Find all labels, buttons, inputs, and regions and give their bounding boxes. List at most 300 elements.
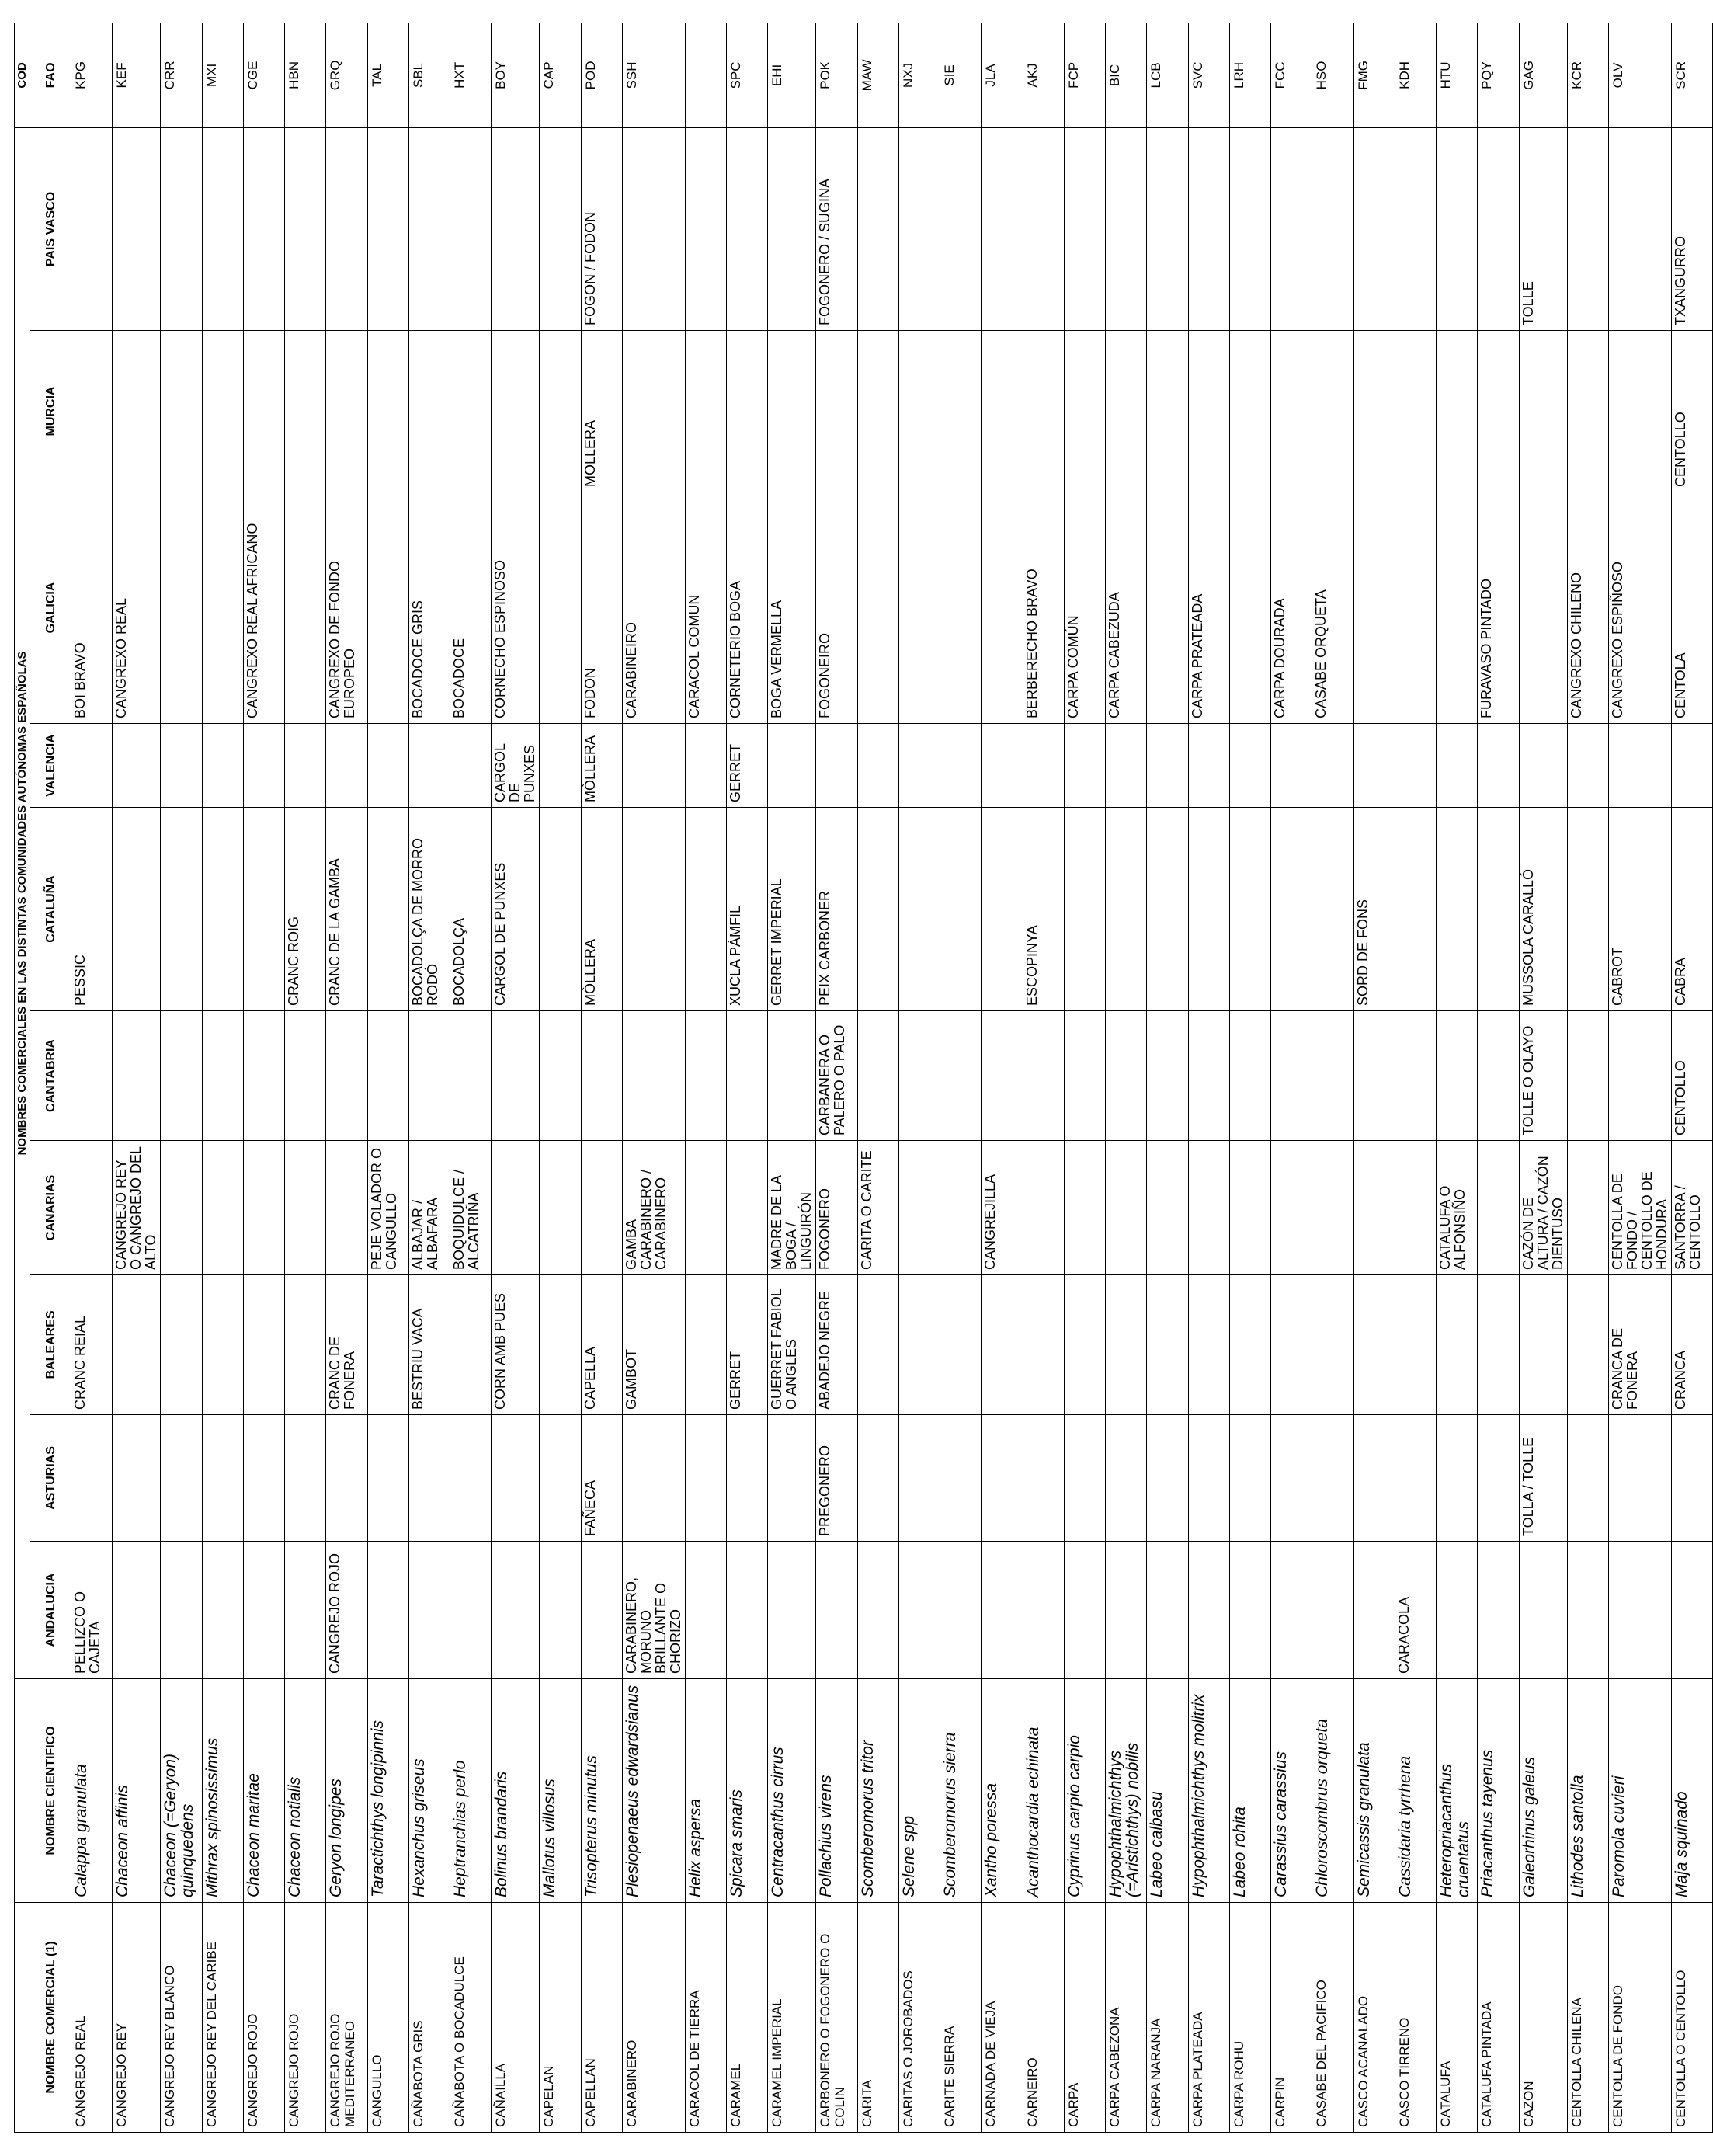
table-cell bbox=[1106, 1415, 1147, 1542]
table-cell bbox=[1147, 724, 1188, 808]
table-cell bbox=[71, 1141, 113, 1275]
table-cell: GERRET IMPERIAL bbox=[768, 808, 816, 1011]
table-cell bbox=[1608, 1011, 1671, 1141]
table-cell bbox=[940, 1415, 982, 1542]
table-cell: Bolinus brandaris bbox=[492, 1679, 540, 1903]
table-cell bbox=[1229, 724, 1270, 808]
table-cell: Labeo rohita bbox=[1229, 1679, 1270, 1903]
table-cell: CABRA bbox=[1671, 808, 1712, 1011]
table-cell bbox=[768, 724, 816, 808]
table-row bbox=[408, 23, 450, 2132]
table-cell bbox=[367, 1542, 408, 1679]
table-cell: Semicassis granulata bbox=[1353, 1679, 1395, 1903]
table-row bbox=[285, 23, 326, 2132]
table-cell bbox=[1106, 331, 1147, 492]
table-cell: SIE bbox=[940, 23, 982, 127]
table-cell: GRQ bbox=[326, 23, 367, 127]
table-cell bbox=[243, 724, 284, 808]
table-cell bbox=[161, 724, 202, 808]
table-row bbox=[1608, 23, 1671, 2132]
table-cell: BOCADOLÇA DE MORRO RODÓ bbox=[408, 808, 450, 1011]
table-cell: MXI bbox=[202, 23, 243, 127]
column-header: MURCIA bbox=[30, 331, 71, 492]
table-cell bbox=[1312, 1275, 1353, 1415]
table-row bbox=[1229, 23, 1270, 2132]
table-cell: KDH bbox=[1395, 23, 1436, 127]
table-cell bbox=[540, 724, 581, 808]
table-cell bbox=[202, 1141, 243, 1275]
table-cell bbox=[285, 1542, 326, 1679]
table-cell bbox=[326, 331, 367, 492]
table-cell: Scomberomorus tritor bbox=[857, 1679, 898, 1903]
table-cell bbox=[898, 1141, 940, 1275]
table-cell bbox=[1106, 1542, 1147, 1679]
table-cell bbox=[1478, 1011, 1519, 1141]
table-cell bbox=[1188, 1542, 1229, 1679]
table-row bbox=[1519, 23, 1567, 2132]
table-cell bbox=[326, 724, 367, 808]
table-cell bbox=[1395, 127, 1436, 330]
table-cell: CARABINERO bbox=[622, 1903, 685, 2133]
table-cell: Heptranchias perlo bbox=[450, 1679, 492, 1903]
table-cell bbox=[492, 1011, 540, 1141]
table-cell: Heteropriacanthus cruentatus bbox=[1437, 1679, 1478, 1903]
table-cell: MÒLLERA bbox=[581, 808, 622, 1011]
table-cell: Cassidaria tyrrhena bbox=[1395, 1679, 1436, 1903]
table-cell bbox=[1106, 808, 1147, 1011]
table-row bbox=[1271, 23, 1312, 2132]
table-cell bbox=[816, 724, 857, 808]
table-cell bbox=[243, 1275, 284, 1415]
table-cell: ABADEJO NEGRE bbox=[816, 1275, 857, 1415]
table-cell: FOGON / FODON bbox=[581, 127, 622, 330]
table-cell bbox=[326, 1415, 367, 1542]
table-cell bbox=[1271, 1141, 1312, 1275]
table-cell bbox=[285, 1275, 326, 1415]
table-cell: CENTOLLA DE FONDO bbox=[1608, 1903, 1671, 2133]
table-cell: SORD DE FONS bbox=[1353, 808, 1395, 1011]
table-cell bbox=[540, 1141, 581, 1275]
table-cell: CRANC DE LA GAMBA bbox=[326, 808, 367, 1011]
table-cell bbox=[1023, 1011, 1064, 1141]
table-cell bbox=[113, 331, 161, 492]
table-cell: FCC bbox=[1271, 23, 1312, 127]
table-cell bbox=[768, 331, 816, 492]
column-header: ASTURIAS bbox=[30, 1415, 71, 1542]
table-cell bbox=[1147, 1011, 1188, 1141]
table-cell: CRANCA bbox=[1671, 1275, 1712, 1415]
table-cell: MÒLLERA bbox=[581, 724, 622, 808]
table-cell bbox=[1353, 127, 1395, 330]
column-header: CANTABRIA bbox=[30, 1011, 71, 1141]
table-cell bbox=[113, 808, 161, 1011]
table-cell bbox=[450, 331, 492, 492]
table-cell: Hypophthalmichthys (=Aristichthys) nobilis bbox=[1106, 1679, 1147, 1903]
table-row bbox=[71, 23, 113, 2132]
table-cell: CASCO ACANALADO bbox=[1353, 1903, 1395, 2133]
table-cell: CRANCA DE FONERA bbox=[1608, 1275, 1671, 1415]
table-cell: CENTOLLA O CENTOLLO bbox=[1671, 1903, 1712, 2133]
table-cell bbox=[1519, 492, 1567, 724]
table-cell: TOLLE bbox=[1519, 127, 1567, 330]
table-cell bbox=[1147, 1275, 1188, 1415]
table-cell bbox=[1271, 1275, 1312, 1415]
table-cell: ESCOPINYA bbox=[1023, 808, 1064, 1011]
table-cell bbox=[898, 1011, 940, 1141]
table-cell bbox=[161, 1141, 202, 1275]
table-cell bbox=[1229, 808, 1270, 1011]
table-cell bbox=[1353, 492, 1395, 724]
table-cell: CRANC DE FONERA bbox=[326, 1275, 367, 1415]
table-cell: CARPA CABEZUDA bbox=[1106, 492, 1147, 724]
table-cell: CANGREXO REAL AFRICANO bbox=[243, 492, 284, 724]
table-cell: CANGREJILLA bbox=[982, 1141, 1023, 1275]
table-cell: Chaceon (=Geryon) quinquedens bbox=[161, 1679, 202, 1903]
header-band-row bbox=[15, 23, 30, 2132]
table-cell bbox=[1023, 331, 1064, 492]
table-cell bbox=[898, 724, 940, 808]
table-cell: CARPA ROHU bbox=[1229, 1903, 1270, 2133]
table-cell bbox=[898, 1415, 940, 1542]
table-cell: Selene spp bbox=[898, 1679, 940, 1903]
table-cell: BIC bbox=[1106, 23, 1147, 127]
table-cell bbox=[540, 127, 581, 330]
table-cell: CAÑAILLA bbox=[492, 1903, 540, 2133]
table-row bbox=[1567, 23, 1608, 2132]
table-cell: CARPA NARANJA bbox=[1147, 1903, 1188, 2133]
table-cell bbox=[71, 127, 113, 330]
table-cell bbox=[450, 1415, 492, 1542]
table-cell: CENTOLLO bbox=[1671, 1011, 1712, 1141]
header-blank-2 bbox=[15, 1679, 30, 1903]
table-cell: Calappa granulata bbox=[71, 1679, 113, 1903]
table-cell: BOI BRAVO bbox=[71, 492, 113, 724]
table-cell bbox=[940, 1141, 982, 1275]
table-cell bbox=[1567, 1011, 1608, 1141]
table-cell: CARPA COMÚN bbox=[1064, 492, 1105, 724]
table-cell: CANGREXO ESPIÑOSO bbox=[1608, 492, 1671, 724]
table-cell: MAW bbox=[857, 23, 898, 127]
table-cell bbox=[1437, 1542, 1478, 1679]
table-cell bbox=[940, 724, 982, 808]
table-cell bbox=[326, 1141, 367, 1275]
table-cell bbox=[1064, 808, 1105, 1011]
table-cell bbox=[161, 808, 202, 1011]
table-cell bbox=[1188, 1275, 1229, 1415]
table-cell bbox=[1023, 1141, 1064, 1275]
table-cell: CATALUFA bbox=[1437, 1903, 1478, 2133]
table-cell bbox=[367, 808, 408, 1011]
table-cell bbox=[285, 1141, 326, 1275]
table-row bbox=[1478, 23, 1519, 2132]
table-cell: NXJ bbox=[898, 23, 940, 127]
table-cell bbox=[450, 1275, 492, 1415]
table-cell bbox=[202, 1542, 243, 1679]
table-row bbox=[727, 23, 768, 2132]
table-cell bbox=[727, 1011, 768, 1141]
table-cell: CATALUFA O ALFONSIÑO bbox=[1437, 1141, 1478, 1275]
table-cell: CANGREXO CHILENO bbox=[1567, 492, 1608, 724]
table-cell bbox=[1023, 127, 1064, 330]
table-row bbox=[1312, 23, 1353, 2132]
table-row bbox=[243, 23, 284, 2132]
table-cell bbox=[685, 23, 726, 127]
table-cell: GUERRET FABIOL O ANGLES bbox=[768, 1275, 816, 1415]
table-cell bbox=[1353, 1542, 1395, 1679]
table-cell: PREGONERO bbox=[816, 1415, 857, 1542]
table-cell bbox=[243, 1011, 284, 1141]
table-cell bbox=[1023, 1415, 1064, 1542]
table-cell bbox=[1188, 331, 1229, 492]
table-cell bbox=[1437, 1011, 1478, 1141]
table-cell bbox=[1147, 331, 1188, 492]
table-cell bbox=[1064, 724, 1105, 808]
table-cell bbox=[727, 1542, 768, 1679]
table-cell bbox=[540, 808, 581, 1011]
table-cell bbox=[1395, 492, 1436, 724]
column-header: CANARIAS bbox=[30, 1141, 71, 1275]
table-cell bbox=[857, 808, 898, 1011]
table-cell: FOGONEIRO bbox=[816, 492, 857, 724]
table-cell bbox=[1106, 1141, 1147, 1275]
table-cell: CAZÓN DE ALTURA / CAZÓN DIENTUSO bbox=[1519, 1141, 1567, 1275]
table-cell: Chaceon notialis bbox=[285, 1679, 326, 1903]
table-row bbox=[492, 23, 540, 2132]
table-cell bbox=[1671, 724, 1712, 808]
table-cell bbox=[1064, 1415, 1105, 1542]
table-cell: FCP bbox=[1064, 23, 1105, 127]
table-row bbox=[367, 23, 408, 2132]
table-cell: CARPA PLATEADA bbox=[1188, 1903, 1229, 2133]
table-cell: Taractichthys longipinnis bbox=[367, 1679, 408, 1903]
table-cell: CARPA CABEZONA bbox=[1106, 1903, 1147, 2133]
table-cell bbox=[202, 808, 243, 1011]
table-cell bbox=[1271, 808, 1312, 1011]
table-cell bbox=[492, 1415, 540, 1542]
table-cell bbox=[1271, 1415, 1312, 1542]
table-cell bbox=[768, 1415, 816, 1542]
table-cell bbox=[1147, 492, 1188, 724]
table-cell bbox=[1608, 1415, 1671, 1542]
table-cell bbox=[450, 724, 492, 808]
table-cell bbox=[685, 331, 726, 492]
table-cell bbox=[768, 127, 816, 330]
table-cell: FURAVASO PINTADO bbox=[1478, 492, 1519, 724]
table-cell bbox=[622, 1415, 685, 1542]
table-cell bbox=[408, 127, 450, 330]
table-cell bbox=[1519, 724, 1567, 808]
table-cell: Xantho poressa bbox=[982, 1679, 1023, 1903]
table-cell bbox=[1608, 724, 1671, 808]
table-cell bbox=[1271, 1542, 1312, 1679]
table-cell: BESTRIU VACA bbox=[408, 1275, 450, 1415]
table-row bbox=[581, 23, 622, 2132]
table-cell: LCB bbox=[1147, 23, 1188, 127]
species-names-table bbox=[14, 23, 1713, 2133]
table-cell bbox=[243, 127, 284, 330]
table-cell bbox=[685, 1275, 726, 1415]
column-header: GALICIA bbox=[30, 492, 71, 724]
table-row bbox=[1023, 23, 1064, 2132]
column-header-row bbox=[30, 23, 71, 2132]
table-cell bbox=[1106, 724, 1147, 808]
table-cell bbox=[1229, 1542, 1270, 1679]
table-row bbox=[326, 23, 367, 2132]
table-cell bbox=[1395, 1275, 1436, 1415]
table-cell bbox=[492, 1141, 540, 1275]
table-cell bbox=[450, 127, 492, 330]
table-cell bbox=[326, 1011, 367, 1141]
table-cell: CARITA O CARITE bbox=[857, 1141, 898, 1275]
column-header: BALEARES bbox=[30, 1275, 71, 1415]
table-cell: TOLLA / TOLLE bbox=[1519, 1415, 1567, 1542]
table-cell bbox=[982, 1542, 1023, 1679]
table-cell bbox=[202, 127, 243, 330]
table-cell bbox=[113, 1542, 161, 1679]
table-cell: Helix aspersa bbox=[685, 1679, 726, 1903]
table-cell bbox=[1567, 808, 1608, 1011]
table-cell bbox=[857, 331, 898, 492]
table-cell bbox=[1023, 724, 1064, 808]
table-cell bbox=[1395, 808, 1436, 1011]
column-header: PAIS VASCO bbox=[30, 127, 71, 330]
table-cell bbox=[1106, 127, 1147, 330]
table-cell: KEF bbox=[113, 23, 161, 127]
table-cell: PEIX CARBONER bbox=[816, 808, 857, 1011]
table-cell bbox=[202, 1275, 243, 1415]
table-cell bbox=[768, 1011, 816, 1141]
table-cell: Carassius carassius bbox=[1271, 1679, 1312, 1903]
table-cell bbox=[71, 1011, 113, 1141]
table-row bbox=[857, 23, 898, 2132]
table-cell: Paromola cuvieri bbox=[1608, 1679, 1671, 1903]
table-cell: Pollachius virens bbox=[816, 1679, 857, 1903]
table-row bbox=[1437, 23, 1478, 2132]
table-cell: AKJ bbox=[1023, 23, 1064, 127]
table-cell: Plesiopenaeus edwardsianus bbox=[622, 1679, 685, 1903]
table-cell bbox=[1437, 724, 1478, 808]
table-cell: FODON bbox=[581, 492, 622, 724]
table-cell: CARPA DOURADA bbox=[1271, 492, 1312, 724]
table-cell bbox=[1567, 1275, 1608, 1415]
table-cell: CGE bbox=[243, 23, 284, 127]
table-cell bbox=[1064, 331, 1105, 492]
table-cell bbox=[1188, 127, 1229, 330]
table-cell bbox=[1271, 127, 1312, 330]
table-cell: CANGREJO REY BLANCO bbox=[161, 1903, 202, 2133]
table-cell: CARGOL DE PUNXES bbox=[492, 724, 540, 808]
table-cell: CARPIN bbox=[1271, 1903, 1312, 2133]
table-cell bbox=[768, 1542, 816, 1679]
header-group: NOMBRES COMERCIALES EN LAS DISTINTAS COMUNIDADES AUTÓNOMAS ESPAÑOLAS bbox=[15, 127, 30, 1678]
table-cell bbox=[1312, 127, 1353, 330]
table-cell bbox=[982, 331, 1023, 492]
table-cell: KPG bbox=[71, 23, 113, 127]
table-cell bbox=[1567, 1542, 1608, 1679]
table-cell bbox=[727, 1141, 768, 1275]
table-cell bbox=[1353, 331, 1395, 492]
table-cell: CARNADA DE VIEJA bbox=[982, 1903, 1023, 2133]
table-cell bbox=[1312, 1542, 1353, 1679]
table-cell bbox=[408, 331, 450, 492]
table-cell bbox=[540, 1275, 581, 1415]
table-cell bbox=[540, 1415, 581, 1542]
table-cell: CANGREJO ROJO bbox=[243, 1903, 284, 2133]
table-cell: SVC bbox=[1188, 23, 1229, 127]
table-cell: CARITE SIERRA bbox=[940, 1903, 982, 2133]
table-cell bbox=[71, 1415, 113, 1542]
table-cell bbox=[492, 127, 540, 330]
table-cell: BOCADOLÇA bbox=[450, 808, 492, 1011]
table-cell: CAÑABOTA O BOCADULCE bbox=[450, 1903, 492, 2133]
table-cell: BERBERECHO BRAVO bbox=[1023, 492, 1064, 724]
table-row bbox=[161, 23, 202, 2132]
table-cell bbox=[727, 1415, 768, 1542]
table-cell: MADRE DE LA BOGA / LINGUIRÓN bbox=[768, 1141, 816, 1275]
table-cell: TXANGURRO bbox=[1671, 127, 1712, 330]
table-cell bbox=[1188, 808, 1229, 1011]
table-cell bbox=[581, 1011, 622, 1141]
table-cell bbox=[243, 1141, 284, 1275]
table-cell: CATALUFA PINTADA bbox=[1478, 1903, 1519, 2133]
table-cell: Hexanchus griseus bbox=[408, 1679, 450, 1903]
table-cell bbox=[1312, 724, 1353, 808]
table-cell: CANGREJO ROJO bbox=[285, 1903, 326, 2133]
table-row bbox=[940, 23, 982, 2132]
table-cell bbox=[450, 1011, 492, 1141]
table-cell: CANGREJO REY O CANGREJO DEL ALTO bbox=[113, 1141, 161, 1275]
table-cell bbox=[857, 127, 898, 330]
table-cell bbox=[1395, 1415, 1436, 1542]
table-cell bbox=[1478, 1141, 1519, 1275]
table-cell bbox=[1312, 1011, 1353, 1141]
table-cell bbox=[1437, 1275, 1478, 1415]
table-cell: HXT bbox=[450, 23, 492, 127]
table-cell bbox=[1229, 1011, 1270, 1141]
table-cell: CARITA bbox=[857, 1903, 898, 2133]
table-cell bbox=[1229, 127, 1270, 330]
table-cell: Galeorhinus galeus bbox=[1519, 1679, 1567, 1903]
table-cell bbox=[1671, 1415, 1712, 1542]
table-cell: Cyprinus carpio carpio bbox=[1064, 1679, 1105, 1903]
table-cell: Chaceon maritae bbox=[243, 1679, 284, 1903]
table-cell: CANGREXO DE FONDO EUROPEO bbox=[326, 492, 367, 724]
table-row bbox=[1671, 23, 1712, 2132]
table-cell bbox=[685, 1141, 726, 1275]
table-cell bbox=[113, 1275, 161, 1415]
table-cell bbox=[982, 492, 1023, 724]
table-cell bbox=[857, 1415, 898, 1542]
table-cell bbox=[622, 127, 685, 330]
table-cell bbox=[898, 1542, 940, 1679]
table-cell: Priacanthus tayenus bbox=[1478, 1679, 1519, 1903]
table-cell bbox=[1395, 1011, 1436, 1141]
table-cell bbox=[113, 724, 161, 808]
table-cell: GAMBA CARABINERO / CARABINERO bbox=[622, 1141, 685, 1275]
table-cell bbox=[1478, 724, 1519, 808]
table-cell bbox=[1147, 1415, 1188, 1542]
table-cell: SSH bbox=[622, 23, 685, 127]
table-cell: POK bbox=[816, 23, 857, 127]
table-cell: JLA bbox=[982, 23, 1023, 127]
table-cell: CARABINERO, MORUNO BRILLANTE O CHORIZO bbox=[622, 1542, 685, 1679]
table-cell bbox=[1437, 492, 1478, 724]
table-cell: BOY bbox=[492, 23, 540, 127]
table-cell bbox=[161, 1415, 202, 1542]
table-cell: Scomberomorus sierra bbox=[940, 1679, 982, 1903]
table-cell bbox=[202, 331, 243, 492]
table-cell bbox=[113, 1415, 161, 1542]
